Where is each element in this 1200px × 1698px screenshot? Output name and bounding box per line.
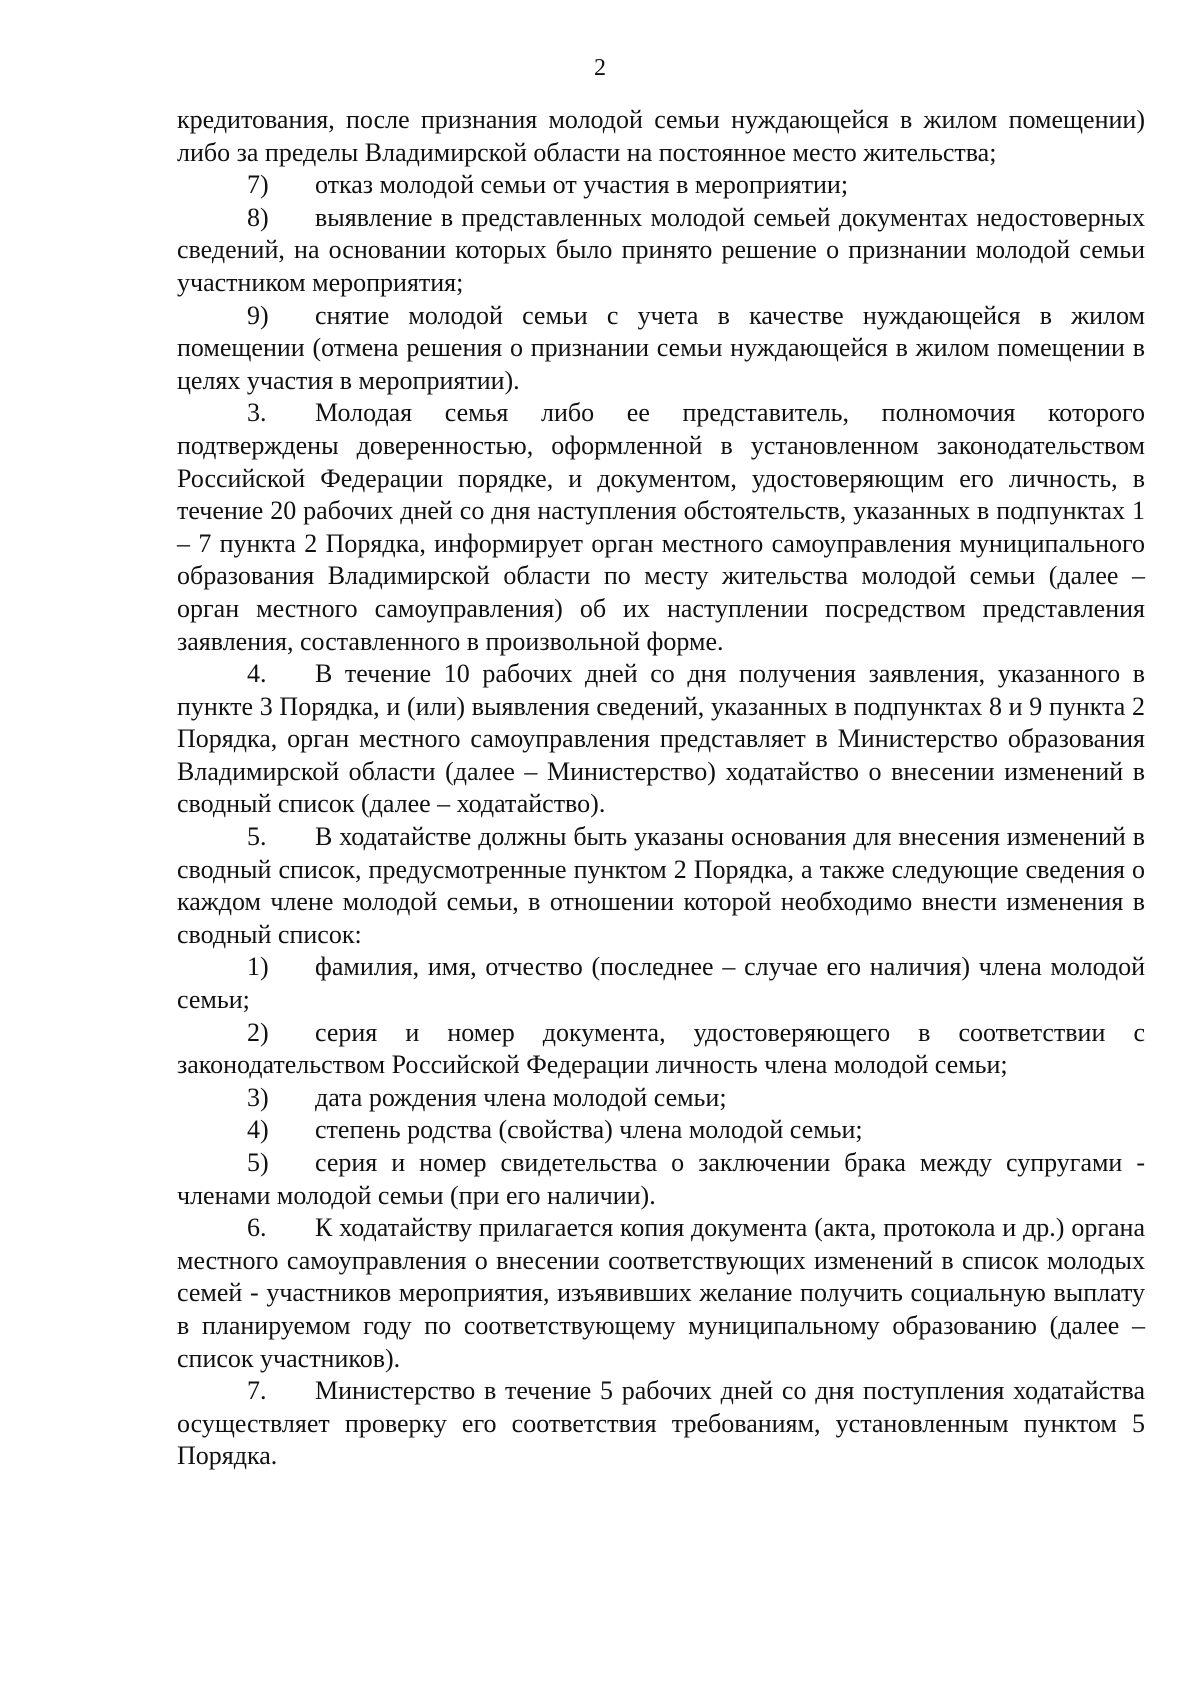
list-item-2 — [177, 1017, 1145, 1082]
document-body — [177, 104, 1145, 1473]
paragraph-text: снятие молодой семьи с учета в качестве нуждающейся в жилом помещении (отмена решения о признании семьи нуждающейся в жилом помещении в целях участия в мероприятии). — [177, 300, 1145, 395]
item-number: 5) — [247, 1148, 269, 1177]
paragraph-text: дата рождения члена молодой семьи; — [315, 1082, 727, 1112]
paragraph-text: серия и номер документа, удостоверяющего в соответствии с законодательством Российской Федерации личность члена молодой семьи; — [177, 1017, 1145, 1080]
list-item-8 — [177, 202, 1145, 300]
clause-3 — [177, 397, 1145, 658]
clause-4 — [177, 658, 1145, 821]
paragraph-text: степень родства (свойства) члена молодой семьи; — [315, 1115, 863, 1145]
item-number: 3) — [247, 1082, 269, 1112]
paragraph-text: кредитования, после признания молодой семьи нуждающейся в жилом помещении) либо за пределы Владимирской области на постоянное место жительства; — [177, 105, 1145, 167]
page-number: 2 — [594, 55, 606, 81]
clause-7 — [177, 1375, 1145, 1473]
item-number: 2) — [247, 1017, 269, 1047]
paragraph-text: В ходатайстве должны быть указаны основания для внесения изменений в сводный список, предусмотренные пунктом 2 Порядка, а также следующие сведения о каждом члене молодой семьи, в отношении которой необходимо внести изменения в сводный список: — [177, 822, 1145, 949]
list-item-1 — [177, 951, 1145, 1016]
list-item-3 — [177, 1082, 1145, 1115]
list-item-4 — [177, 1114, 1145, 1147]
item-number: 7) — [247, 170, 269, 200]
item-number: 7. — [247, 1376, 267, 1406]
paragraph-text: В течение 10 рабочих дней со дня получения заявления, указанного в пункте 3 Порядка, и (или) выявления сведений, указанных в подпунктах 8 и 9 пункта 2 Порядка, орган местного самоуправления представляет в Министерство образования Владимирской области (далее – Министерство) ходатайство о внесении изменений в сводный список (далее – ходатайство). — [177, 659, 1145, 819]
list-item-5 — [177, 1147, 1145, 1212]
item-number: 1) — [247, 952, 269, 982]
paragraph-text: выявление в представленных молодой семьей документах недостоверных сведений, на основании которых было принято решение о признании молодой семьи участником мероприятия; — [177, 202, 1145, 297]
paragraph-text: Министерство в течение 5 рабочих дней со дня поступления ходатайства осуществляет проверку его соответствия требованиям, установленным пунктом 5 Порядка. — [177, 1376, 1145, 1471]
clause-6 — [177, 1212, 1145, 1375]
paragraph-text: отказ молодой семьи от участия в мероприятии; — [315, 170, 849, 200]
item-number: 9) — [247, 300, 269, 330]
item-number: 5. — [247, 822, 267, 852]
paragraph-continuation — [177, 104, 1145, 169]
list-item-9 — [177, 300, 1145, 398]
list-item-7 — [177, 169, 1145, 202]
item-number: 8) — [247, 202, 269, 232]
clause-5 — [177, 821, 1145, 951]
item-number: 3. — [247, 398, 267, 428]
item-number: 4) — [247, 1115, 269, 1145]
paragraph-text: Молодая семья либо ее представитель, полномочия которого подтверждены доверенностью, оформленной в установленном законодательством Российской Федерации порядке, и документом, удостоверяющим его личность, в течение 20 рабочих дней со дня наступления обстоятельств, указанных в подпунктах 1 – 7 пункта 2 Порядка, информирует орган местного самоуправления муниципального образования Владимирской области по месту жительства молодой семьи (далее – орган местного самоуправления) об их наступлении посредством представления заявления, составленного в произвольной форме. — [177, 398, 1145, 656]
paragraph-text: фамилия, имя, отчество (последнее – случае его наличия) члена молодой семьи; — [177, 952, 1145, 1015]
paragraph-text: К ходатайству прилагается копия документа (акта, протокола и др.) органа местного самоуправления о внесении соответствующих изменений в список молодых семей - участников мероприятия, изъявивших желание получить социальную выплату в планируемом году по соответствующему муниципальному образованию (далее – список участников). — [177, 1213, 1145, 1373]
paragraph-text: серия и номер свидетельства о заключении брака между супругами - членами молодой семьи (при его наличии). — [177, 1148, 1145, 1210]
item-number: 4. — [247, 659, 267, 689]
item-number: 6. — [247, 1213, 267, 1243]
